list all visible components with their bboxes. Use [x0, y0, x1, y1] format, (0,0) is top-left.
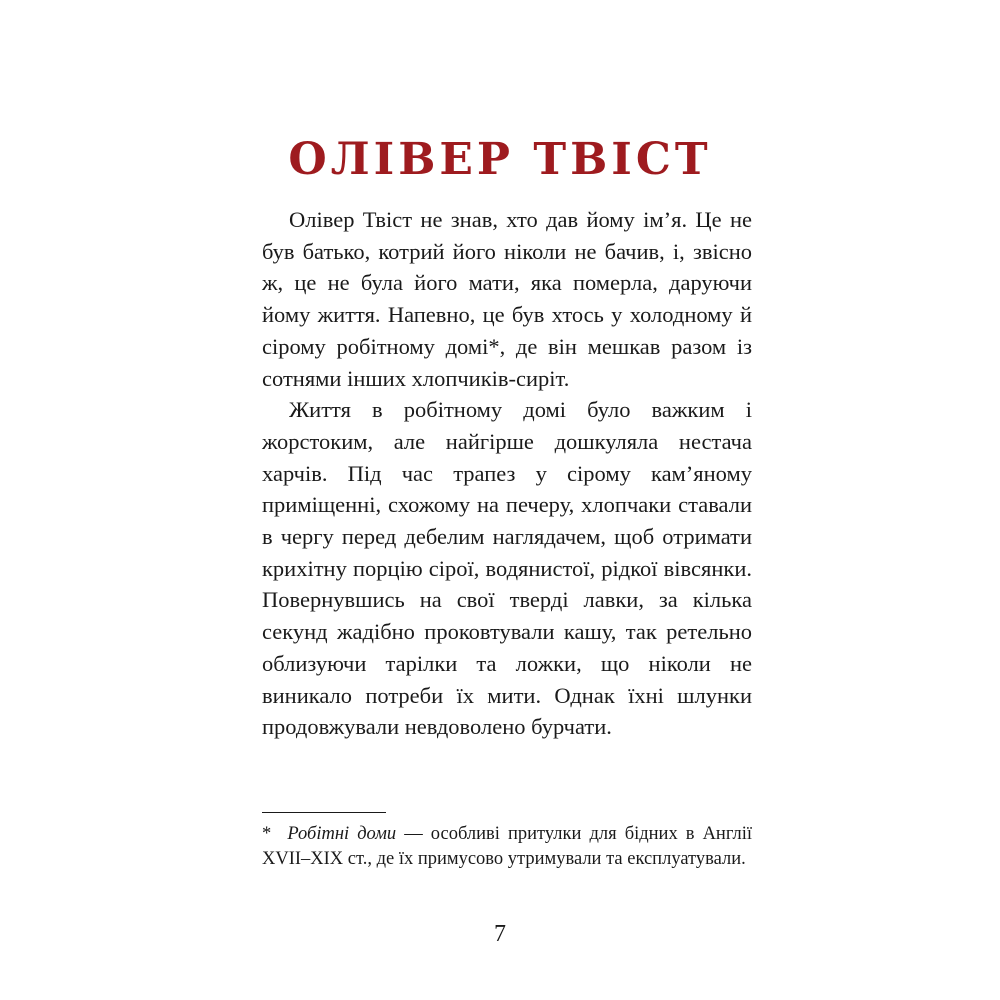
- page-number: 7: [494, 921, 506, 947]
- paragraph-1: Олівер Твіст не знав, хто дав йому ім’я. Це не був батько, котрий його ніколи не бачив, і, звісно ж, це не була його мати, яка померла, даруючи йому життя. Напевно, це був хтось у холодному й сірому робітному домі*, де він мешкав разом із сотнями інших хлопчиків-сиріт.: [262, 207, 752, 391]
- chapter-body: [262, 204, 752, 743]
- paragraph-2: Життя в робітному домі було важким і жорстоким, але найгірше дошкуляла нестача харчів. Під час трапез у сірому кам’яному приміщенні, схожому на печеру, хлопчаки ставали в чергу перед дебелим наглядачем, щоб отримати крихітну порцію сірої, водянистої, рідкої вівсянки. Повернувшись на свої тверді лавки, за кілька секунд жадібно проковтували кашу, так ретельно облизуючи тарілки та ложки, що ніколи не виникало потреби їх мити. Однак їхні шлунки продовжували невдоволено бурчати.: [262, 397, 752, 740]
- chapter-title: ОЛІВЕР ТВІСТ: [288, 134, 712, 185]
- footnote-text: — особливі притулки для бідних в Англії XVII–XIX ст., де їх примусово утримували та експлуатували.: [262, 824, 752, 869]
- footnote-term: Робітні доми: [287, 824, 397, 844]
- footnote-marker: *: [262, 824, 272, 844]
- footnote: [262, 822, 752, 871]
- footnote-divider: [262, 812, 386, 813]
